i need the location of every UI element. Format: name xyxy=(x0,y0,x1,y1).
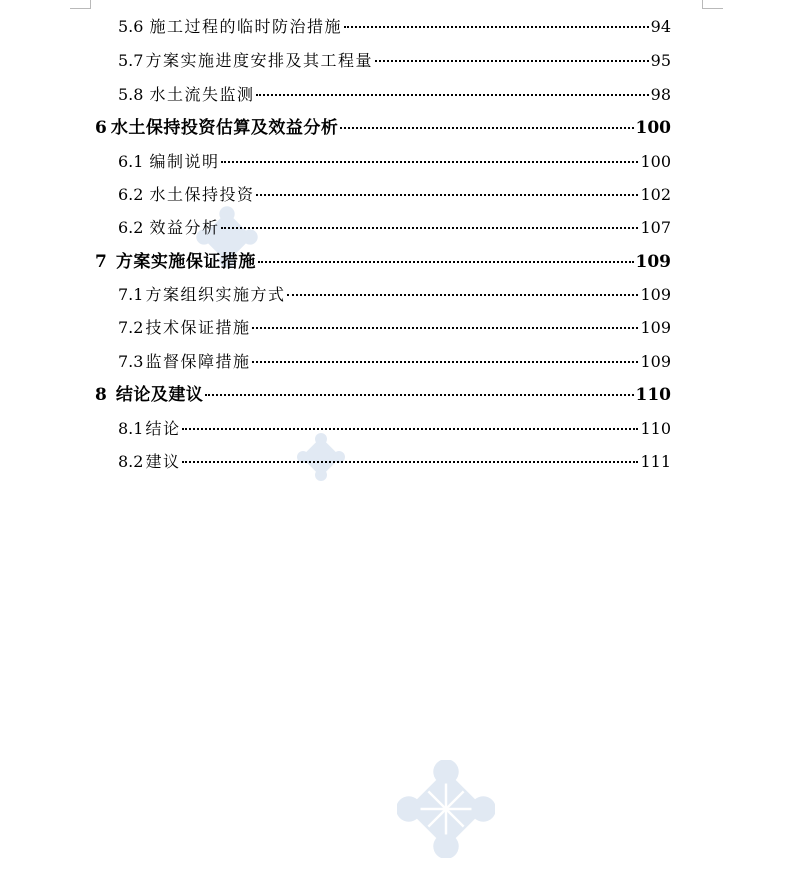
toc-entry-number: 5.6 xyxy=(118,17,144,36)
toc-entry-page: 94 xyxy=(650,17,671,36)
toc-entry-page: 109 xyxy=(640,352,671,371)
toc-entry-number: 8 xyxy=(95,385,107,405)
toc-entry-number: 5.7 xyxy=(118,51,144,70)
toc-entry-page: 102 xyxy=(640,185,671,204)
toc-entry-title: 水土保持投资 xyxy=(149,185,255,204)
toc-dot-leader xyxy=(375,60,649,62)
toc-entry-number: 8.2 xyxy=(118,452,144,471)
toc-entry-number: 7 xyxy=(95,252,107,272)
toc-entry-title: 编制说明 xyxy=(149,152,220,171)
toc-dot-leader xyxy=(252,327,638,329)
page-corner-mark-right xyxy=(702,0,723,9)
toc-dot-leader xyxy=(256,194,638,196)
toc-entry-title: 监督保障措施 xyxy=(145,352,251,371)
toc-entry-5-6[interactable] xyxy=(118,15,671,39)
toc-entry-number: 8.1 xyxy=(118,419,144,438)
toc-entry-7-2[interactable] xyxy=(118,316,671,340)
toc-entry-8-2[interactable] xyxy=(118,450,671,474)
toc-entry-6[interactable] xyxy=(95,116,671,140)
page-corner-mark-left xyxy=(70,0,91,9)
toc-entry-7[interactable] xyxy=(95,250,671,274)
toc-entry-8-1[interactable] xyxy=(118,417,671,441)
watermark-logo-icon xyxy=(397,760,495,858)
toc-dot-leader xyxy=(256,94,648,96)
toc-entry-title: 施工过程的临时防治措施 xyxy=(149,17,342,36)
toc-entry-title: 水土保持投资估算及效益分析 xyxy=(110,118,339,138)
toc-entry-page: 100 xyxy=(640,152,671,171)
toc-entry-title: 结论 xyxy=(145,419,181,438)
toc-entry-title: 方案实施进度安排及其工程量 xyxy=(145,51,373,70)
toc-dot-leader xyxy=(182,461,638,463)
toc-entry-page: 107 xyxy=(640,218,671,237)
toc-entry-number: 5.8 xyxy=(118,85,144,104)
toc-entry-7-1[interactable] xyxy=(118,283,671,307)
toc-entry-6-2-investment[interactable] xyxy=(118,183,671,207)
toc-dot-leader xyxy=(252,361,638,363)
toc-entry-number: 7.1 xyxy=(118,285,144,304)
toc-entry-7-3[interactable] xyxy=(118,350,671,374)
toc-entry-6-1[interactable] xyxy=(118,150,671,174)
toc-dot-leader xyxy=(287,294,638,296)
toc-dot-leader xyxy=(258,261,634,263)
toc-dot-leader xyxy=(340,127,633,129)
toc-entry-title: 方案组织实施方式 xyxy=(145,285,286,304)
toc-entry-8[interactable] xyxy=(95,383,671,407)
toc-entry-number: 6 xyxy=(95,118,107,138)
toc-entry-page: 109 xyxy=(640,285,671,304)
toc-entry-number: 6.2 xyxy=(118,185,144,204)
toc-dot-leader xyxy=(182,428,638,430)
toc-entry-title: 方案实施保证措施 xyxy=(115,252,256,272)
toc-dot-leader xyxy=(221,227,638,229)
toc-entry-page: 98 xyxy=(650,85,671,104)
toc-entry-number: 6.2 xyxy=(118,218,144,237)
toc-entry-page: 110 xyxy=(635,385,671,405)
toc-entry-number: 7.3 xyxy=(118,352,144,371)
toc-entry-title: 水土流失监测 xyxy=(149,85,255,104)
toc-entry-title: 技术保证措施 xyxy=(145,318,251,337)
toc-entry-number: 6.1 xyxy=(118,152,144,171)
toc-entry-5-8[interactable] xyxy=(118,83,671,107)
toc-entry-page: 100 xyxy=(635,118,671,138)
toc-entry-6-2-benefit[interactable] xyxy=(118,216,671,240)
toc-entry-5-7[interactable] xyxy=(118,49,671,73)
toc-entry-title: 建议 xyxy=(145,452,181,471)
toc-entry-page: 110 xyxy=(640,419,671,438)
toc-entry-page: 95 xyxy=(650,51,671,70)
toc-dot-leader xyxy=(344,26,649,28)
toc-entry-page: 111 xyxy=(640,452,671,471)
toc-entry-title: 结论及建议 xyxy=(115,385,204,405)
toc-entry-title: 效益分析 xyxy=(149,218,220,237)
toc-entry-page: 109 xyxy=(635,252,671,272)
toc-entry-number: 7.2 xyxy=(118,318,144,337)
toc-entry-page: 109 xyxy=(640,318,671,337)
toc-dot-leader xyxy=(221,161,638,163)
toc-dot-leader xyxy=(205,394,633,396)
